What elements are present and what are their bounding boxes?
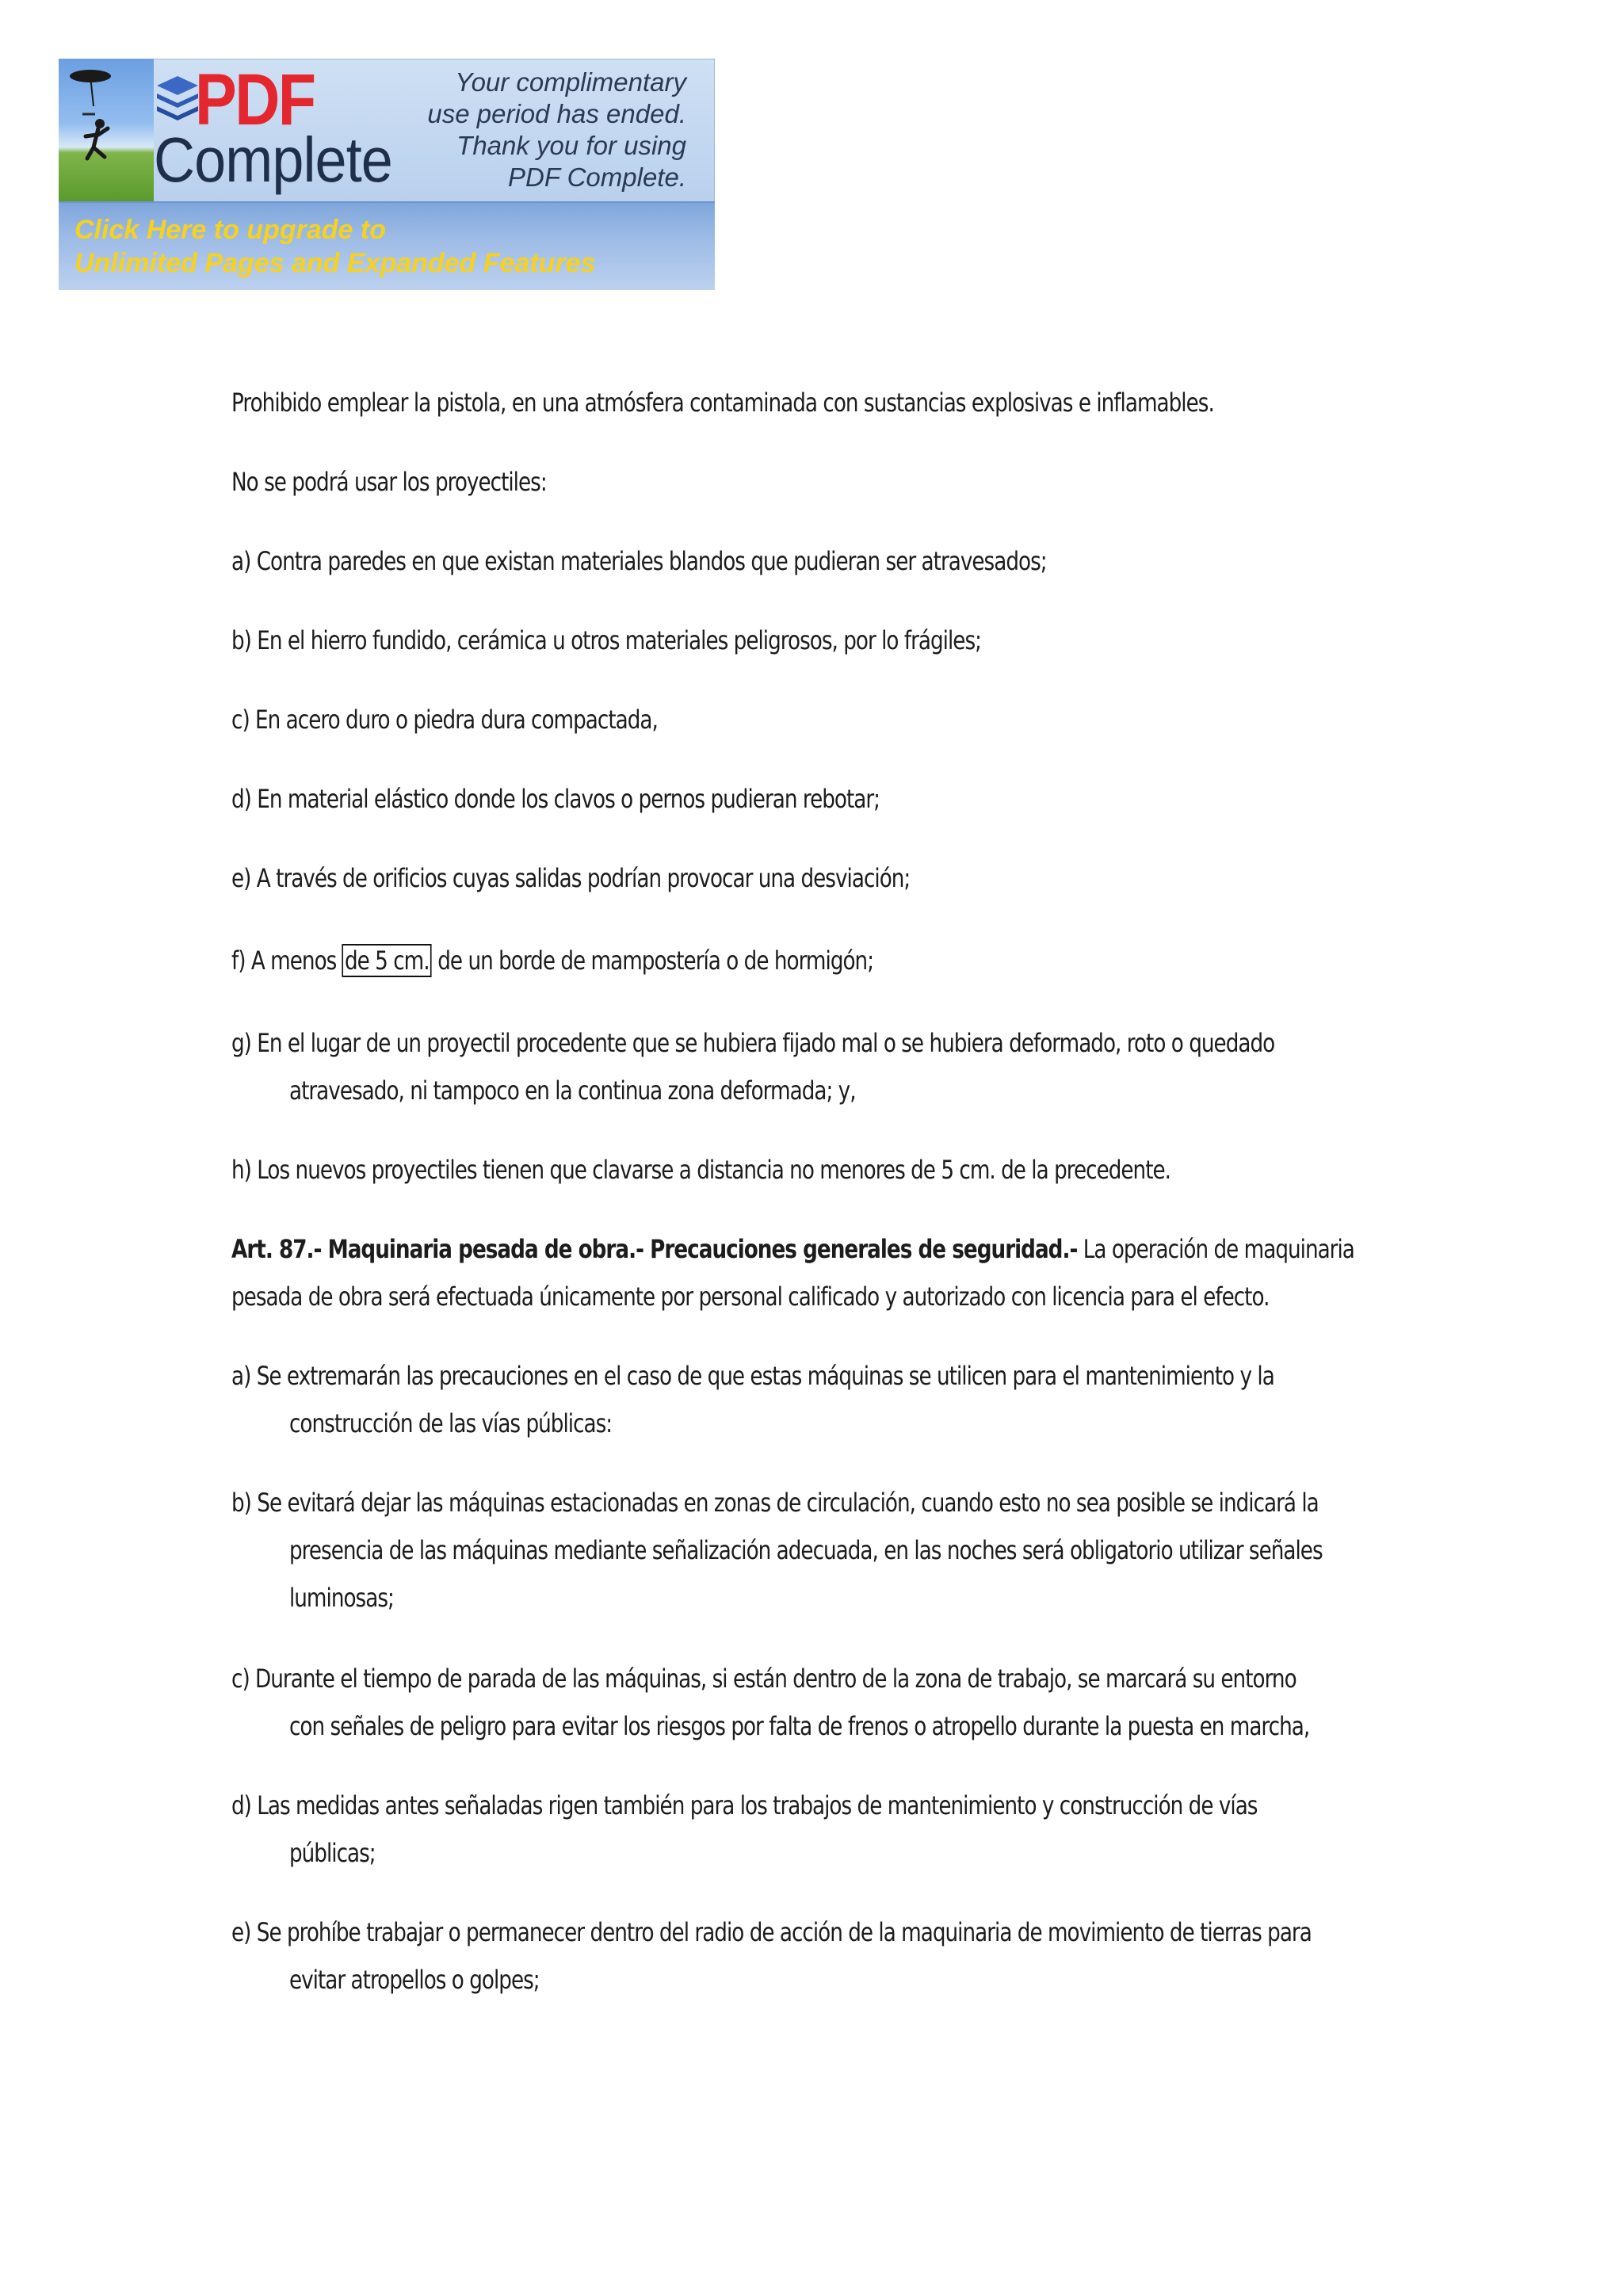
list-item-f-pre: f) A menos: [231, 946, 342, 976]
logo-complete: Complete: [154, 124, 392, 195]
machinery-item-b-line3: luminosas;: [288, 1583, 394, 1613]
jumping-person-icon: [59, 59, 154, 201]
complimentary-note: [401, 67, 686, 193]
banner-photo: [59, 59, 154, 201]
machinery-item-d-line2: públicas;: [288, 1838, 376, 1868]
machinery-item-c-line2: con señales de peligro para evitar los riesgos por falta de frenos o atropello durante la puesta en marcha,: [288, 1711, 1310, 1741]
machinery-item-b-line2: presencia de las máquinas mediante señalización adecuada, en las noches será obligatorio utilizar señales: [288, 1535, 1323, 1565]
machinery-item-d: [231, 1782, 1258, 1877]
upgrade-link[interactable]: [59, 201, 715, 290]
note-line: Thank you for using: [456, 131, 686, 160]
list-item-c: c) En acero duro o piedra dura compactada,: [231, 705, 658, 735]
list-item-e: e) A través de orificios cuyas salidas podrían provocar una desviación;: [231, 863, 911, 893]
logo-pdf: PDF: [195, 59, 315, 140]
note-line: Your complimentary: [455, 67, 686, 97]
layers-icon: [154, 70, 201, 133]
list-item-f-post: de un borde de mampostería o de hormigón;: [431, 946, 874, 976]
machinery-item-a-line2: construcción de las vías públicas:: [288, 1408, 613, 1438]
upgrade-banner[interactable]: [59, 59, 715, 288]
machinery-item-e: [231, 1908, 1312, 2004]
machinery-item-c: [231, 1655, 1310, 1750]
article-87-text-2: pesada de obra será efectuada únicamente por personal calificado y autorizado con licencia para el efecto.: [231, 1282, 1270, 1312]
article-87-title: Art. 87.- Maquinaria pesada de obra.- Precauciones generales de seguridad.-: [231, 1234, 1078, 1264]
boxed-distance: de 5 cm.: [342, 944, 432, 977]
machinery-item-a: [231, 1352, 1274, 1447]
list-item-b: b) En el hierro fundido, cerámica u otros materiales peligrosos, por lo frágiles;: [231, 625, 982, 655]
list-item-g-line2: atravesado, ni tampoco en la continua zona deformada; y,: [288, 1075, 856, 1106]
list-item-a: a) Contra paredes en que existan materiales blandos que pudieran ser atravesados;: [231, 546, 1047, 576]
machinery-item-a-line1: a) Se extremarán las precauciones en el caso de que estas máquinas se utilicen para el mantenimiento y la: [231, 1361, 1274, 1391]
note-line: PDF Complete.: [508, 162, 686, 192]
machinery-item-e-line2: evitar atropellos o golpes;: [288, 1965, 540, 1995]
paragraph-intro: Prohibido emplear la pistola, en una atmósfera contaminada con sustancias explosivas e inflamables.: [231, 388, 1214, 418]
machinery-item-b-line1: b) Se evitará dejar las máquinas estacionadas en zonas de circulación, cuando esto no sea posible se indicará la: [231, 1488, 1319, 1518]
list-item-f: [231, 937, 1182, 984]
banner-top: [59, 59, 715, 201]
list-item-d: d) En material elástico donde los clavos o pernos pudieran rebotar;: [231, 784, 880, 814]
article-87-text-1: La operación de maquinaria: [1077, 1234, 1354, 1264]
list-item-g: [231, 1019, 1275, 1114]
article-87: [231, 1225, 1354, 1320]
list-item-h: h) Los nuevos proyectiles tienen que clavarse a distancia no menores de 5 cm. de la precedente.: [231, 1155, 1171, 1185]
paragraph-no-usar: No se podrá usar los proyectiles:: [231, 467, 547, 497]
machinery-item-e-line1: e) Se prohíbe trabajar o permanecer dentro del radio de acción de la maquinaria de movimiento de tierras para: [231, 1917, 1312, 1947]
machinery-item-c-line1: c) Durante el tiempo de parada de las máquinas, si están dentro de la zona de trabajo, se marcará su entorno: [231, 1664, 1296, 1694]
machinery-item-b: [231, 1479, 1323, 1622]
upgrade-line[interactable]: Unlimited Pages and Expanded Features: [74, 248, 596, 278]
machinery-item-d-line1: d) Las medidas antes señaladas rigen también para los trabajos de mantenimiento y construcción de vías: [231, 1790, 1258, 1820]
upgrade-line[interactable]: Click Here to upgrade to: [74, 215, 386, 245]
note-line: use period has ended.: [427, 99, 686, 128]
list-item-g-line1: g) En el lugar de un proyectil procedente que se hubiera fijado mal o se hubiera deformado, roto o quedado: [231, 1028, 1275, 1058]
